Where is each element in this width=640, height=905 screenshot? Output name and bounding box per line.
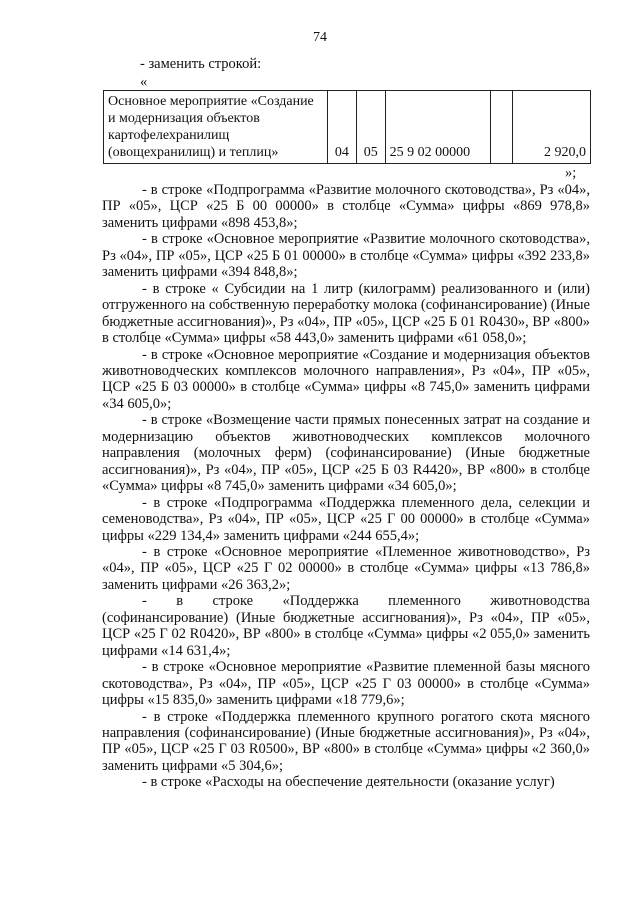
open-quote: « [140,74,148,90]
amendment-paragraph: - в строке «Возмещение части прямых понесенных затрат на создание и модернизацию объектов животноводческих комплексов молочного направления (молочных ферм) (софинансирование) (Иные бюджетные ассигнования)», Рз «04», ПР «05», ЦСР «25 Б 03 R4420», ВР «800» в столбце «Сумма» цифры «8 745,0» заменить цифрами «34 605,0»; [102,412,590,495]
amendment-list [102,182,590,791]
amendment-paragraph: - в строке «Основное мероприятие «Развитие племенной базы мясного скотоводства», Рз «04», ПР «05», ЦСР «25 Г 03 00000» в столбце «Сумма» цифры «15 835,0» заменить цифрами «18 779,6»; [102,659,590,709]
table-cell-vr [490,91,513,164]
amendment-paragraph: - в строке «Расходы на обеспечение деятельности (оказание услуг) [142,774,555,791]
amendment-paragraph: - в строке «Основное мероприятие «Племенное животноводство», Рз «04», ПР «05», ЦСР «25 Г 02 00000» в столбце «Сумма» цифры «13 786,8» заменить цифрами «26 363,2»; [102,543,590,593]
intro-line: - заменить строкой: [140,56,262,72]
table-cell-csr: 25 9 02 00000 [385,91,490,164]
budget-table [103,90,591,164]
table-cell-pr: 05 [356,91,385,164]
page-number: 74 [313,30,327,45]
table-cell-rz: 04 [327,91,356,164]
amendment-paragraph: - в строке «Подпрограмма «Поддержка племенного дела, селекции и семеноводства», Рз «04», ПР «05», ЦСР «25 Г 00 00000» в столбце «Сумма» цифры «229 134,4» заменить цифрами «244 655,4»; [102,494,590,544]
amendment-paragraph: - в строке «Основное мероприятие «Развитие молочного скотоводства», Рз «04», ПР «05», ЦСР «25 Б 01 00000» в столбце «Сумма» цифры «392 233,8» заменить цифрами «394 848,8»; [102,231,590,281]
table-cell-sum: 2 920,0 [513,91,591,164]
amendment-paragraph: - в строке « Субсидии на 1 литр (килограмм) реализованного и (или) отгруженного на собственную переработку молока (софинансирование) (Иные бюджетные ассигнования)», Рз «04», ПР «05», ЦСР «25 Б 01 R0430», ВР «800» в столбце «Сумма» цифры «58 443,0» заменить цифрами «61 058,0»; [102,280,590,347]
amendment-paragraph: - в строке «Поддержка племенного животноводства (софинансирование) (Иные бюджетные ассигнования)», Рз «04», ПР «05», ЦСР «25 Г 02 R0420», ВР «800» в столбце «Сумма» цифры «2 055,0» заменить цифрами «14 631,4»; [102,593,590,659]
amendment-paragraph: - в строке «Подпрограмма «Развитие молочного скотоводства», Рз «04», ПР «05», ЦСР «25 Б 00 00000» в столбце «Сумма» цифры «869 978,8» заменить цифрами «898 453,8»; [102,182,590,231]
table-row [104,91,591,164]
amendment-paragraph: - в строке «Поддержка племенного крупного рогатого скота мясного направления (софинансирование) (Иные бюджетные ассигнования)», Рз «04», ПР «05», ЦСР «25 Г 03 R0500», ВР «800» в столбце «Сумма» цифры «2 360,0» заменить цифрами «5 304,6»; [102,708,590,774]
table-cell-name: Основное мероприятие «Создание и модернизация объектов картофелехранилищ (овощехранилищ) и теплиц» [104,91,328,164]
close-quote: »; [565,165,577,181]
amendment-paragraph: - в строке «Основное мероприятие «Создание и модернизация объектов животноводческих комплексов молочного направления», Рз «04», ПР «05», ЦСР «25 Б 03 00000» в столбце «Сумма» цифры «8 745,0» заменить цифрами «34 605,0»; [102,346,590,412]
